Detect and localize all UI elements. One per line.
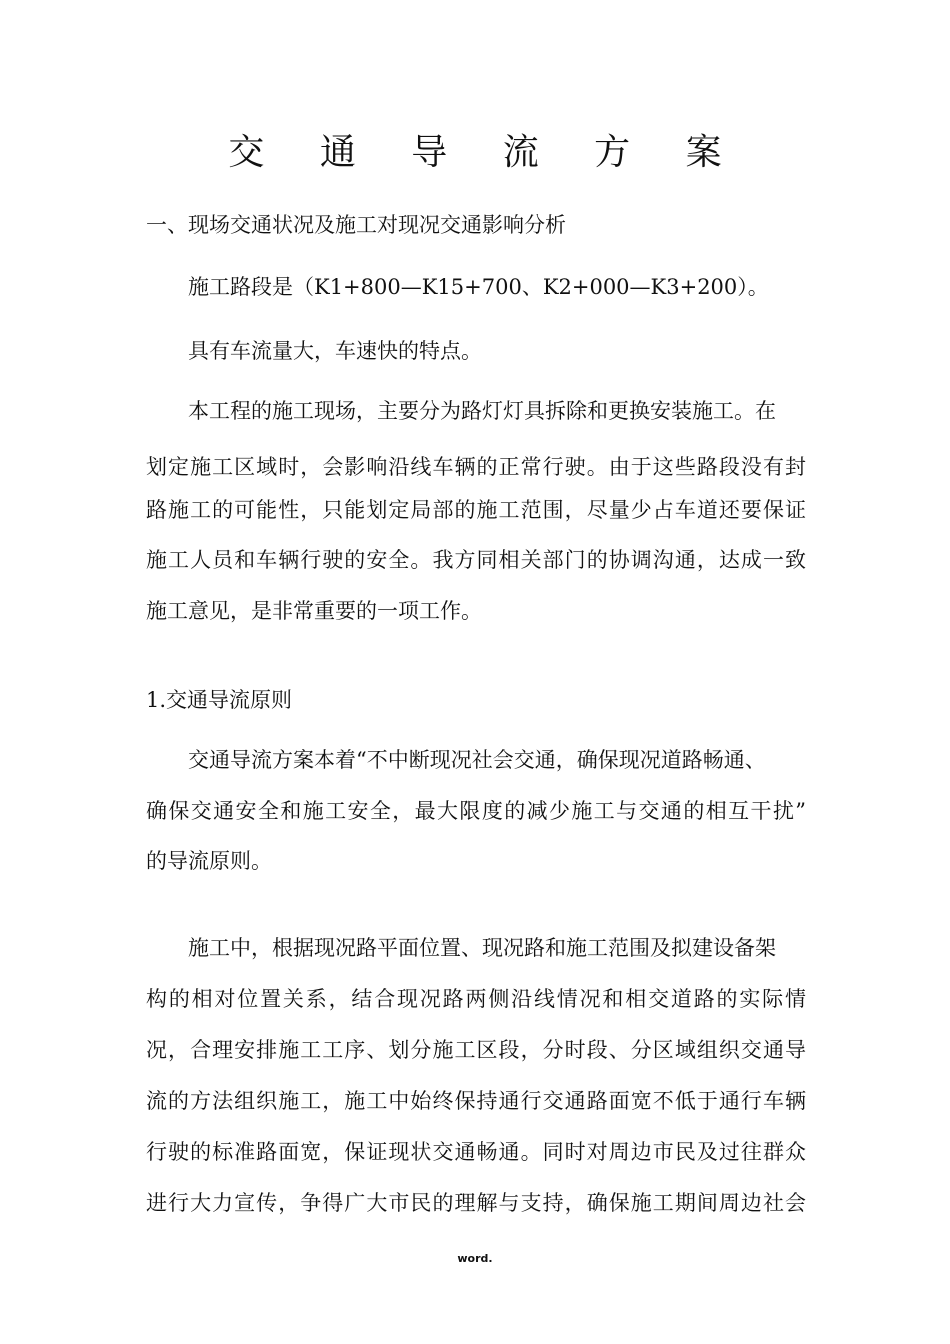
paragraph-line: 况，合理安排施工工序、划分施工区段，分时段、分区域组织交通导	[146, 1038, 806, 1062]
paragraph-line: 构的相对位置关系，结合现况路两侧沿线情况和相交道路的实际情	[146, 987, 806, 1011]
paragraph-line: 路施工的可能性，只能划定局部的施工范围，尽量少占车道还要保证	[146, 498, 806, 522]
paragraph-traffic-feature: 具有车流量大，车速快的特点。	[188, 339, 482, 363]
paragraph-line: 施工人员和车辆行驶的安全。我方同相关部门的协调沟通，达成一致	[146, 548, 806, 572]
page-footer: word.	[457, 1252, 493, 1265]
document-title: 交 通 导 流 方 案	[228, 132, 744, 173]
paragraph-line: 行驶的标准路面宽，保证现状交通畅通。同时对周边市民及过往群众	[146, 1140, 806, 1164]
paragraph-line: 本工程的施工现场，主要分为路灯灯具拆除和更换安装施工。在	[188, 399, 776, 423]
paragraph-line: 施工中，根据现况路平面位置、现况路和施工范围及拟建设备架	[188, 936, 776, 960]
paragraph-line: 的导流原则。	[146, 849, 272, 873]
paragraph-line: 流的方法组织施工，施工中始终保持通行交通路面宽不低于通行车辆	[146, 1089, 806, 1113]
section-heading: 一、现场交通状况及施工对现况交通影响分析	[146, 213, 566, 237]
subsection-heading: 1.交通导流原则	[146, 688, 293, 712]
paragraph-line: 进行大力宣传，争得广大市民的理解与支持，确保施工期间周边社会	[146, 1191, 806, 1215]
paragraph-line: 确保交通安全和施工安全，最大限度的减少施工与交通的相互干扰”	[146, 799, 806, 823]
paragraph-road-section: 施工路段是（K1+800—K15+700、K2+000—K3+200）。	[188, 275, 769, 299]
paragraph-line: 划定施工区域时，会影响沿线车辆的正常行驶。由于这些路段没有封	[146, 455, 806, 479]
paragraph-line: 交通导流方案本着“不中断现况社会交通，确保现况道路畅通、	[188, 748, 766, 772]
paragraph-line: 施工意见，是非常重要的一项工作。	[146, 599, 482, 623]
